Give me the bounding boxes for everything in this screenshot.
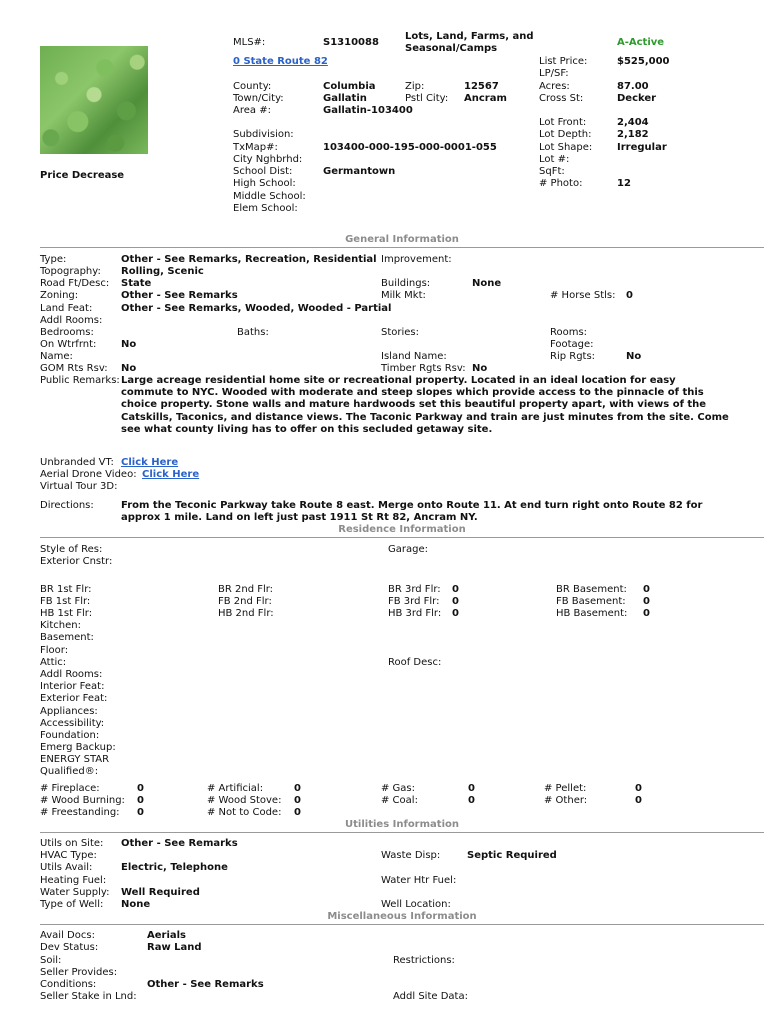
road-value: State	[121, 278, 152, 289]
virtual-tour-label: Virtual Tour 3D:	[40, 481, 118, 492]
fb-2nd-label: FB 2nd Flr:	[218, 596, 272, 607]
lot-front-value: 2,404	[617, 117, 649, 128]
avail-docs-label: Avail Docs:	[40, 930, 95, 941]
town-label: Town/City:	[233, 93, 284, 104]
list-price-label: List Price:	[539, 56, 588, 67]
heating-fuel-label: Heating Fuel:	[40, 875, 107, 886]
baths-label: Baths:	[237, 327, 269, 338]
mls-label: MLS#:	[233, 37, 266, 48]
soil-label: Soil:	[40, 955, 62, 966]
dev-status-value: Raw Land	[147, 942, 202, 953]
water-supply-label: Water Supply:	[40, 887, 110, 898]
lot-num-label: Lot #:	[539, 154, 570, 165]
other-value: 0	[635, 795, 642, 806]
fb-3rd-value: 0	[452, 596, 459, 607]
lot-depth-label: Lot Depth:	[539, 129, 592, 140]
status-badge: A-Active	[617, 37, 665, 48]
timber-rgts-label: Timber Rgts Rsv:	[381, 363, 466, 374]
area-value: Gallatin-103400	[323, 105, 413, 116]
water-supply-value: Well Required	[121, 887, 200, 898]
buildings-label: Buildings:	[381, 278, 431, 289]
aerial-video-link[interactable]: Click Here	[142, 469, 200, 480]
price-note: Price Decrease	[40, 170, 125, 181]
school-dist-label: School Dist:	[233, 166, 293, 177]
roof-desc-label: Roof Desc:	[388, 657, 442, 668]
directions-text: From the Teconic Parkway take Route 8 east. Merge onto Route 11. At end turn right onto Route 82 for approx 1 mile. Land on left just past 1911 St Rt 82, Ancram NY.	[121, 500, 703, 524]
milk-mkt-label: Milk Mkt:	[381, 290, 426, 301]
attic-label: Attic:	[40, 657, 67, 668]
photo-count-value: 12	[617, 178, 631, 189]
elem-school-label: Elem School:	[233, 203, 298, 214]
utils-on-site-label: Utils on Site:	[40, 838, 104, 849]
land-feat-value: Other - See Remarks, Wooded, Wooded - Partial	[121, 303, 392, 314]
road-label: Road Ft/Desc:	[40, 278, 110, 289]
type-label: Type:	[40, 254, 67, 265]
rooms-label: Rooms:	[550, 327, 588, 338]
utils-on-site-value: Other - See Remarks	[121, 838, 238, 849]
buildings-value: None	[472, 278, 502, 289]
high-school-label: High School:	[233, 178, 296, 189]
br-basement-value: 0	[643, 584, 650, 595]
acres-value: 87.00	[617, 81, 649, 92]
address-link[interactable]: 0 State Route 82	[233, 56, 328, 67]
property-category: Lots, Land, Farms, and Seasonal/Camps	[405, 31, 534, 54]
rip-rgts-value: No	[626, 351, 642, 362]
cross-st-value: Decker	[617, 93, 657, 104]
town-value: Gallatin	[323, 93, 367, 104]
type-value: Other - See Remarks, Recreation, Residential	[121, 254, 377, 265]
wood-stove-label: # Wood Stove:	[207, 795, 282, 806]
exterior-cnstr-label: Exterior Cnstr:	[40, 556, 113, 567]
photo-count-label: # Photo:	[539, 178, 583, 189]
rip-rgts-label: Rip Rgts:	[550, 351, 596, 362]
zip-value: 12567	[464, 81, 499, 92]
style-of-res-label: Style of Res:	[40, 544, 103, 555]
fb-basement-label: FB Basement:	[556, 596, 626, 607]
wood-burning-label: # Wood Burning:	[40, 795, 125, 806]
on-wtrfrnt-label: On Wtrfrnt:	[40, 339, 97, 350]
coal-label: # Coal:	[381, 795, 418, 806]
pellet-value: 0	[635, 783, 642, 794]
wood-burning-value: 0	[137, 795, 144, 806]
energy-star-label: ENERGY STAR	[40, 754, 110, 765]
br-1st-label: BR 1st Flr:	[40, 584, 92, 595]
fb-1st-label: FB 1st Flr:	[40, 596, 91, 607]
fireplace-value: 0	[137, 783, 144, 794]
freestanding-value: 0	[137, 807, 144, 818]
list-price-value: $525,000	[617, 56, 670, 67]
lpsf-label: LP/SF:	[539, 68, 569, 79]
lot-front-label: Lot Front:	[539, 117, 587, 128]
br-basement-label: BR Basement:	[556, 584, 627, 595]
name-label: Name:	[40, 351, 73, 362]
public-remarks-text: Large acreage residential home site or recreational property. Located in an ideal location for easy commute to NYC. Wooded with moderate and steep slopes which provide access to the pinnacle of this choice property. Stone walls and mature hardwoods set this beautiful property apart, with views of the Catskills, Taconics, and distance views. The Taconic Parkway and train are just minutes from the site. Come see what county living has to offer on this secluded getaway site.	[121, 375, 729, 435]
gom-rts-label: GOM Rts Rsv:	[40, 363, 108, 374]
directions-label: Directions:	[40, 500, 94, 511]
city-nghbrhd-label: City Nghbrhd:	[233, 154, 303, 165]
horse-stalls-label: # Horse Stls:	[550, 290, 616, 301]
dev-status-label: Dev Status:	[40, 942, 99, 953]
on-wtrfrnt-value: No	[121, 339, 137, 350]
fb-3rd-label: FB 3rd Flr:	[388, 596, 440, 607]
br-3rd-value: 0	[452, 584, 459, 595]
gom-rts-value: No	[121, 363, 137, 374]
middle-school-label: Middle School:	[233, 191, 306, 202]
unbranded-vt-label: Unbranded VT:	[40, 457, 114, 468]
public-remarks-label: Public Remarks:	[40, 375, 120, 386]
seller-provides-label: Seller Provides:	[40, 967, 118, 978]
addl-site-data-label: Addl Site Data:	[393, 991, 468, 1002]
kitchen-label: Kitchen:	[40, 620, 81, 631]
addl-rooms-label: Addl Rooms:	[40, 315, 103, 326]
zoning-value: Other - See Remarks	[121, 290, 238, 301]
topography-value: Rolling, Scenic	[121, 266, 204, 277]
unbranded-vt-link[interactable]: Click Here	[121, 457, 179, 468]
stories-label: Stories:	[381, 327, 420, 338]
not-to-code-label: # Not to Code:	[207, 807, 282, 818]
land-feat-label: Land Feat:	[40, 303, 93, 314]
cross-st-label: Cross St:	[539, 93, 584, 104]
accessibility-label: Accessibility:	[40, 718, 105, 729]
water-htr-fuel-label: Water Htr Fuel:	[381, 875, 457, 886]
sqft-label: SqFt:	[539, 166, 565, 177]
coal-value: 0	[468, 795, 475, 806]
interior-feat-label: Interior Feat:	[40, 681, 105, 692]
basement-label: Basement:	[40, 632, 94, 643]
gas-value: 0	[468, 783, 475, 794]
property-photo[interactable]	[40, 46, 148, 154]
lot-depth-value: 2,182	[617, 129, 649, 140]
island-name-label: Island Name:	[381, 351, 447, 362]
lot-shape-value: Irregular	[617, 142, 667, 153]
floor-label: Floor:	[40, 645, 69, 656]
waste-disp-value: Septic Required	[467, 850, 557, 861]
type-of-well-value: None	[121, 899, 151, 910]
emerg-backup-label: Emerg Backup:	[40, 742, 116, 753]
well-location-label: Well Location:	[381, 899, 451, 910]
other-label: # Other:	[544, 795, 588, 806]
qualified-label: Qualified®:	[40, 766, 99, 777]
txmap-value: 103400-000-195-000-0001-055	[323, 142, 497, 153]
hb-1st-label: HB 1st Flr:	[40, 608, 93, 619]
br-3rd-label: BR 3rd Flr:	[388, 584, 441, 595]
zip-label: Zip:	[405, 81, 425, 92]
general-info-header: General Information	[40, 234, 764, 248]
footage-label: Footage:	[550, 339, 594, 350]
horse-stalls-value: 0	[626, 290, 633, 301]
foundation-label: Foundation:	[40, 730, 100, 741]
subdivision-label: Subdivision:	[233, 129, 294, 140]
school-dist-value: Germantown	[323, 166, 396, 177]
mls-value: S1310088	[323, 37, 379, 48]
type-of-well-label: Type of Well:	[40, 899, 104, 910]
br-2nd-label: BR 2nd Flr:	[218, 584, 274, 595]
wood-stove-value: 0	[294, 795, 301, 806]
pstl-city-value: Ancram	[464, 93, 507, 104]
conditions-value: Other - See Remarks	[147, 979, 264, 990]
bedrooms-label: Bedrooms:	[40, 327, 94, 338]
restrictions-label: Restrictions:	[393, 955, 455, 966]
seller-stake-label: Seller Stake in Lnd:	[40, 991, 137, 1002]
pstl-city-label: Pstl City:	[405, 93, 449, 104]
hb-3rd-label: HB 3rd Flr:	[388, 608, 442, 619]
hb-2nd-label: HB 2nd Flr:	[218, 608, 274, 619]
freestanding-label: # Freestanding:	[40, 807, 120, 818]
not-to-code-value: 0	[294, 807, 301, 818]
res-addl-rooms-label: Addl Rooms:	[40, 669, 103, 680]
hb-basement-value: 0	[643, 608, 650, 619]
fb-basement-value: 0	[643, 596, 650, 607]
waste-disp-label: Waste Disp:	[381, 850, 441, 861]
topography-label: Topography:	[40, 266, 101, 277]
hb-3rd-value: 0	[452, 608, 459, 619]
conditions-label: Conditions:	[40, 979, 97, 990]
txmap-label: TxMap#:	[233, 142, 278, 153]
utils-avail-label: Utils Avail:	[40, 862, 93, 873]
fireplace-label: # Fireplace:	[40, 783, 100, 794]
county-value: Columbia	[323, 81, 376, 92]
utils-avail-value: Electric, Telephone	[121, 862, 228, 873]
pellet-label: # Pellet:	[544, 783, 587, 794]
lot-shape-label: Lot Shape:	[539, 142, 593, 153]
gas-label: # Gas:	[381, 783, 416, 794]
exterior-feat-label: Exterior Feat:	[40, 693, 108, 704]
acres-label: Acres:	[539, 81, 570, 92]
utilities-info-header: Utilities Information	[40, 819, 764, 833]
appliances-label: Appliances:	[40, 706, 98, 717]
hb-basement-label: HB Basement:	[556, 608, 628, 619]
misc-info-header: Miscellaneous Information	[40, 911, 764, 925]
improvement-label: Improvement:	[381, 254, 452, 265]
aerial-video-label: Aerial Drone Video:	[40, 469, 137, 480]
artificial-label: # Artificial:	[207, 783, 264, 794]
area-label: Area #:	[233, 105, 271, 116]
residence-info-header: Residence Information	[40, 524, 764, 538]
artificial-value: 0	[294, 783, 301, 794]
county-label: County:	[233, 81, 272, 92]
timber-rgts-value: No	[472, 363, 488, 374]
avail-docs-value: Aerials	[147, 930, 187, 941]
hvac-type-label: HVAC Type:	[40, 850, 97, 861]
garage-label: Garage:	[388, 544, 428, 555]
zoning-label: Zoning:	[40, 290, 79, 301]
